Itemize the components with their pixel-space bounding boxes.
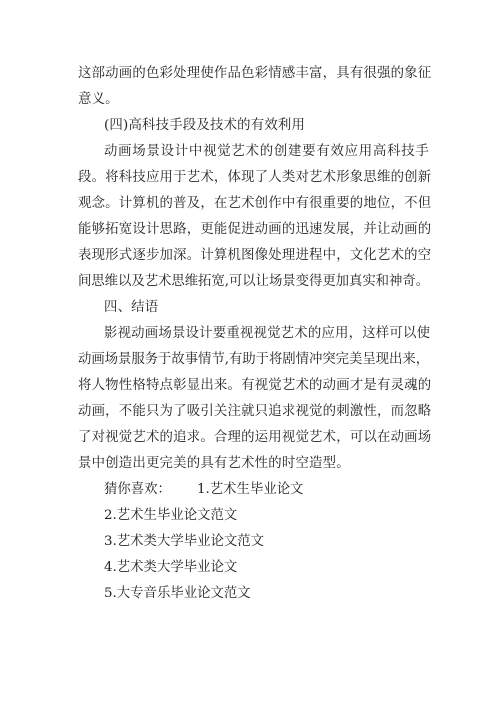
paragraph-line: 间思维以及艺术思维拓宽,可以让场景变得更加真实和神奇。 bbox=[78, 274, 429, 289]
related-link[interactable]: 2.艺术生毕业论文范文 bbox=[104, 508, 238, 523]
paragraph-line: 动画场景设计中视觉艺术的创建要有效应用高科技手 bbox=[104, 144, 429, 159]
paragraph-line: 这部动画的色彩处理使作品色彩情感丰富，具有很强的象征 bbox=[78, 66, 432, 81]
paragraph-line: 了对视觉艺术的追求。合理的运用视觉艺术，可以在动画场 bbox=[78, 430, 432, 445]
paragraph-line: 影视动画场景设计要重视视觉艺术的应用，这样可以使 bbox=[104, 326, 431, 341]
paragraph-line: 将人物性格特点彰显出来。有视觉艺术的动画才是有灵魂的 bbox=[78, 378, 432, 393]
paragraph-line: 意义。 bbox=[78, 92, 119, 107]
paragraph-line: 段。将科技应用于艺术，体现了人类对艺术形象思维的创新 bbox=[78, 170, 432, 185]
paragraph-line: 动画场景服务于故事情节,有助于将剧情冲突完美呈现出来， bbox=[78, 352, 429, 367]
related-link[interactable]: 1.艺术生毕业论文 bbox=[197, 482, 304, 497]
paragraph-line: 表现形式逐步加深。计算机图像处理进程中，文化艺术的空 bbox=[78, 248, 432, 263]
section-heading: 四、结语 bbox=[104, 300, 159, 315]
related-link[interactable]: 4.艺术类大学毕业论文 bbox=[104, 560, 238, 575]
related-link[interactable]: 5.大专音乐毕业论文范文 bbox=[104, 586, 251, 601]
paragraph-line: 能够拓宽设计思路，更能促进动画的迅速发展，并让动画的 bbox=[78, 222, 432, 237]
section-heading: (四)高科技手段及技术的有效利用 bbox=[104, 118, 306, 133]
paragraph-line: 景中创造出更完美的具有艺术性的时空造型。 bbox=[78, 456, 350, 471]
related-link[interactable]: 3.艺术类大学毕业论文范文 bbox=[104, 534, 265, 549]
paragraph-line: 观念。计算机的普及，在艺术创作中有很重要的地位，不但 bbox=[78, 196, 432, 211]
related-label: 猜你喜欢： bbox=[104, 482, 171, 497]
paragraph-line: 动画，不能只为了吸引关注就只追求视觉的刺激性，而忽略 bbox=[78, 404, 432, 419]
